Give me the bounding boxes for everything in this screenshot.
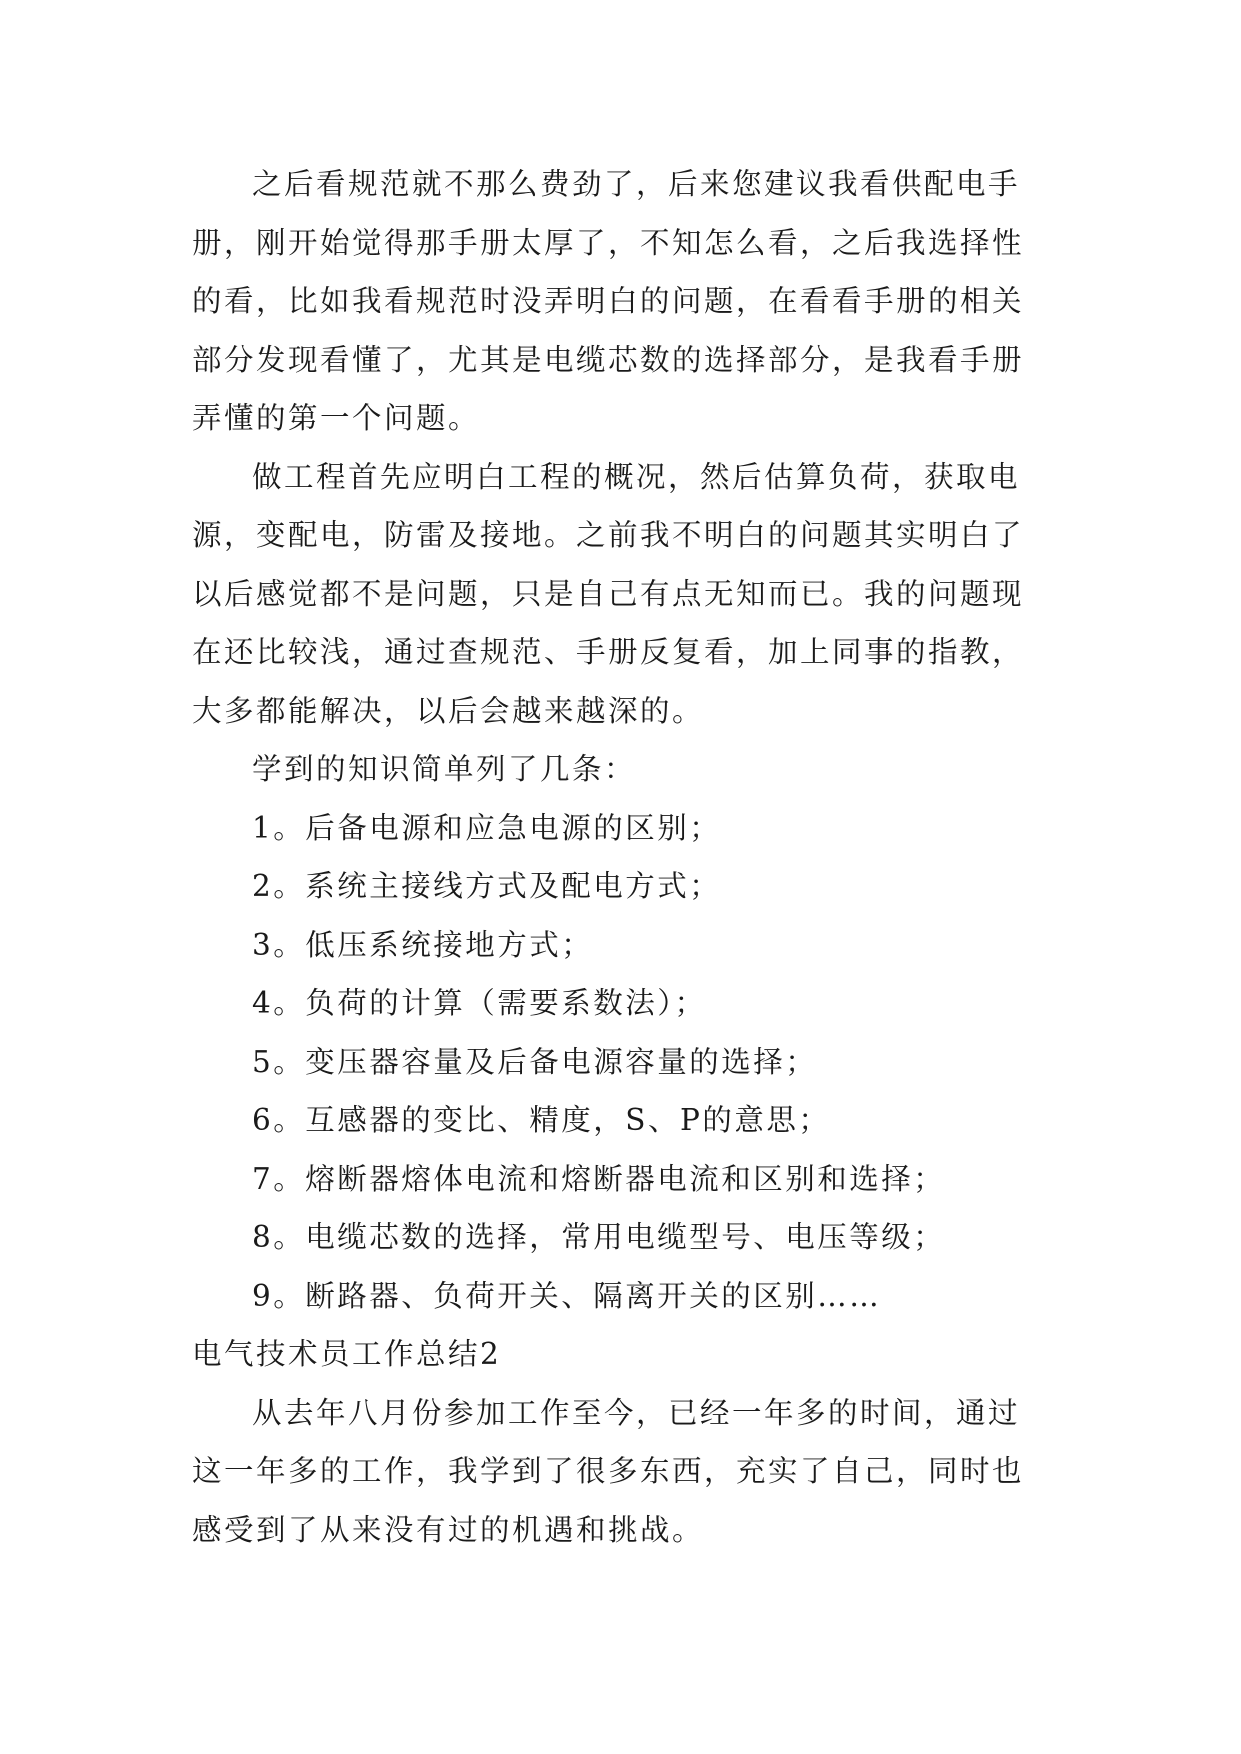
text-line: 的看，比如我看规范时没弄明白的问题，在看看手册的相关 [192, 284, 1025, 318]
list-item: 4。负荷的计算（需要系数法）； [252, 986, 707, 1020]
text-line: 大多都能解决，以后会越来越深的。 [192, 693, 705, 728]
text-line: 部分发现看懂了，尤其是电缆芯数的选择部分，是我看手册 [192, 342, 1025, 377]
list-item: 1。后备电源和应急电源的区别； [252, 810, 722, 845]
list-item: 6。互感器的变比、精度，S、P的意思； [252, 1103, 831, 1137]
list-item: 9。断路器、负荷开关、隔离开关的区别…… [252, 1278, 882, 1313]
text-line: 在还比较浅，通过查规范、手册反复看，加上同事的指教， [192, 635, 1025, 669]
text-line: 从去年八月份参加工作至今，已经一年多的时间，通过 [252, 1395, 1021, 1430]
text-line: 学到的知识简单列了几条： [252, 752, 637, 786]
section-heading: 电气技术员工作总结2 [192, 1337, 502, 1371]
text-line: 以后感觉都不是问题，只是自己有点无知而已。我的问题现 [192, 576, 1025, 611]
text-line: 这一年多的工作，我学到了很多东西，充实了自己，同时也 [192, 1454, 1025, 1488]
text-line: 弄懂的第一个问题。 [192, 401, 481, 435]
document-page [192, 155, 1062, 1559]
text-line: 感受到了从来没有过的机遇和挑战。 [192, 1512, 705, 1547]
text-line: 册，刚开始觉得那手册太厚了，不知怎么看，之后我选择性 [192, 225, 1025, 260]
text-line: 做工程首先应明白工程的概况，然后估算负荷，获取电 [252, 459, 1021, 494]
text-line: 之后看规范就不那么费劲了，后来您建议我看供配电手 [252, 167, 1021, 201]
list-item: 5。变压器容量及后备电源容量的选择； [252, 1044, 818, 1079]
list-item: 7。熔断器熔体电流和熔断器电流和区别和选择； [252, 1161, 946, 1196]
text-line: 源，变配电，防雷及接地。之前我不明白的问题其实明白了 [192, 518, 1025, 552]
list-item: 8。电缆芯数的选择，常用电缆型号、电压等级； [252, 1220, 946, 1254]
list-item: 3。低压系统接地方式； [252, 927, 594, 962]
list-item: 2。系统主接线方式及配电方式； [252, 869, 722, 903]
